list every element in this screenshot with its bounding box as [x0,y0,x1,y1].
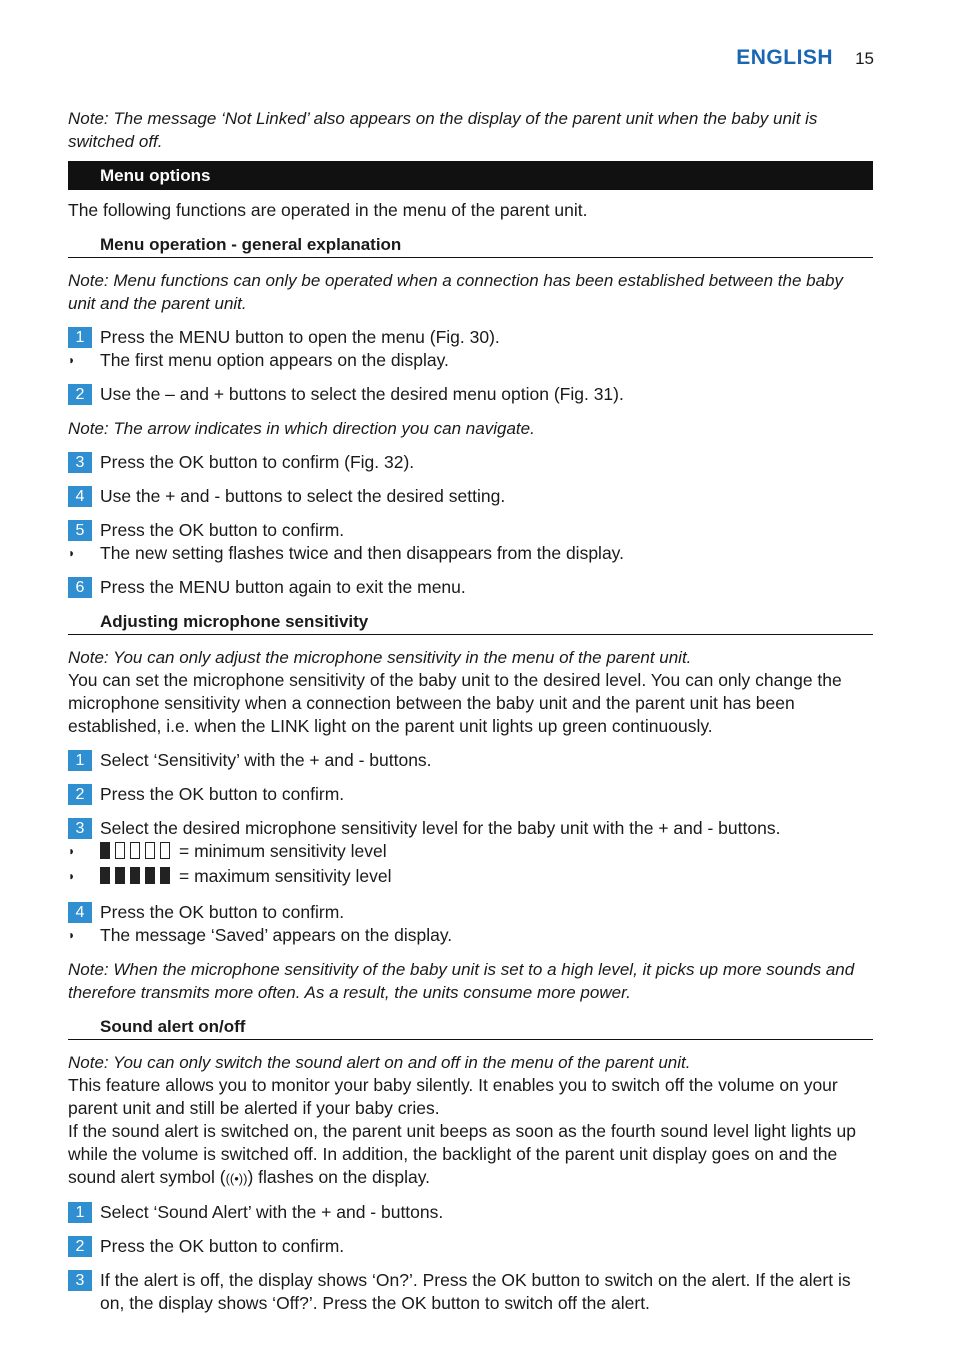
step-item [68,901,873,924]
level-max-text: = maximum sensitivity level [179,866,392,886]
sound-body-1: This feature allows you to monitor your baby silently. It enables you to switch off the volume on your parent unit and still be alerted if your baby cries. [68,1075,838,1118]
sensitivity-min-bars-icon [100,842,175,865]
step-text: Use the + and - buttons to select the desired setting. [100,486,506,506]
step-number: 2 [68,384,92,405]
step-number: 2 [68,784,92,805]
step-item [68,383,873,406]
bullet-text: The first menu option appears on the display. [100,350,449,370]
bullet-item [68,865,873,890]
step-text: If the alert is off, the display shows ‘On?’. Press the OK button to switch on the alert. If the alert is on, the display shows ‘Off?’. Press the OK button to switch off the alert. [100,1270,851,1313]
step-number: 5 [68,520,92,541]
step-number: 3 [68,452,92,473]
step-text: Press the OK button to confirm. [100,1236,345,1256]
mic-note-power: Note: When the microphone sensitivity of the baby unit is set to a high level, it picks up more sounds and therefore transmits more often. As a result, the units consume more power. [68,960,855,1002]
mic-note: Note: You can only adjust the microphone sensitivity in the menu of the parent unit. [68,648,692,667]
step-item [68,1201,873,1224]
step-item [68,485,873,508]
bullet-text: The new setting flashes twice and then disappears from the display. [100,543,624,563]
step-number: 2 [68,1236,92,1257]
step-number: 6 [68,577,92,598]
step-item [68,1235,873,1258]
step-text: Press the OK button to confirm. [100,902,345,922]
step-text: Press the MENU button to open the menu (Fig. 30). [100,327,500,347]
step-item [68,817,873,840]
step-text: Select the desired microphone sensitivity level for the baby unit with the + and - buttons. [100,818,781,838]
sound-alert-symbol-icon: ((•)) [225,1171,248,1186]
step-item [68,519,873,542]
step-number: 1 [68,750,92,771]
language-label: ENGLISH [736,46,834,69]
mic-body: You can set the microphone sensitivity of the baby unit to the desired level. You can only change the microphone sensitivity when a connection between the baby unit and the parent unit has been established, i.e. when the LINK light on the parent unit lights up green continuously. [68,670,842,736]
step-number: 4 [68,902,92,923]
step-text: Press the OK button to confirm (Fig. 32). [100,452,415,472]
step-item [68,451,873,474]
step-item [68,749,873,772]
page-content [68,107,873,1315]
general-note-arrow: Note: The arrow indicates in which direction you can navigate. [68,419,535,438]
step-item [68,1269,873,1315]
step-text: Press the MENU button again to exit the menu. [100,577,466,597]
bullet-arrow-icon: ◗ [68,353,76,367]
sound-body-2 [68,1120,873,1190]
bullet-item [68,924,873,947]
step-text: Select ‘Sensitivity’ with the + and - buttons. [100,750,432,770]
sound-body-2-end: ) flashes on the display. [247,1167,431,1187]
section-title-menu-options: Menu options [68,161,873,190]
bullet-item [68,349,873,372]
step-text: Select ‘Sound Alert’ with the + and - buttons. [100,1202,444,1222]
bullet-arrow-icon: ◗ [68,546,76,560]
bullet-arrow-icon: ◗ [68,869,76,883]
step-number: 1 [68,327,92,348]
step-number: 3 [68,1270,92,1291]
step-item [68,783,873,806]
step-text: Use the – and + buttons to select the desired menu option (Fig. 31). [100,384,624,404]
note-not-linked: Note: The message ‘Not Linked’ also appears on the display of the parent unit when the baby unit is switched off. [68,109,818,151]
bullet-item [68,840,873,865]
subsection-title-general: Menu operation - general explanation [68,233,873,258]
subsection-title-sound: Sound alert on/off [68,1015,873,1040]
step-text: Press the OK button to confirm. [100,784,345,804]
menu-options-intro: The following functions are operated in the menu of the parent unit. [68,200,588,220]
general-note: Note: Menu functions can only be operated when a connection has been established between the baby unit and the parent unit. [68,271,843,313]
bullet-text: The message ‘Saved’ appears on the display. [100,925,453,945]
sound-body-2-start: If the sound alert is switched on, the parent unit beeps as soon as the fourth sound level light lights up while the volume is switched off. In addition, the backlight of the parent unit display goes on and the sound alert symbol ( [68,1121,856,1187]
page-header [736,46,874,70]
step-text: Press the OK button to confirm. [100,520,345,540]
step-number: 4 [68,486,92,507]
sound-note: Note: You can only switch the sound alert on and off in the menu of the parent unit. [68,1053,691,1072]
page-number: 15 [855,49,874,68]
sensitivity-max-bars-icon [100,867,175,890]
bullet-arrow-icon: ◗ [68,928,76,942]
bullet-arrow-icon: ◗ [68,844,76,858]
step-number: 1 [68,1202,92,1223]
step-item [68,576,873,599]
subsection-title-mic: Adjusting microphone sensitivity [68,610,873,635]
step-number: 3 [68,818,92,839]
step-item [68,326,873,349]
level-min-text: = minimum sensitivity level [179,841,387,861]
bullet-item [68,542,873,565]
